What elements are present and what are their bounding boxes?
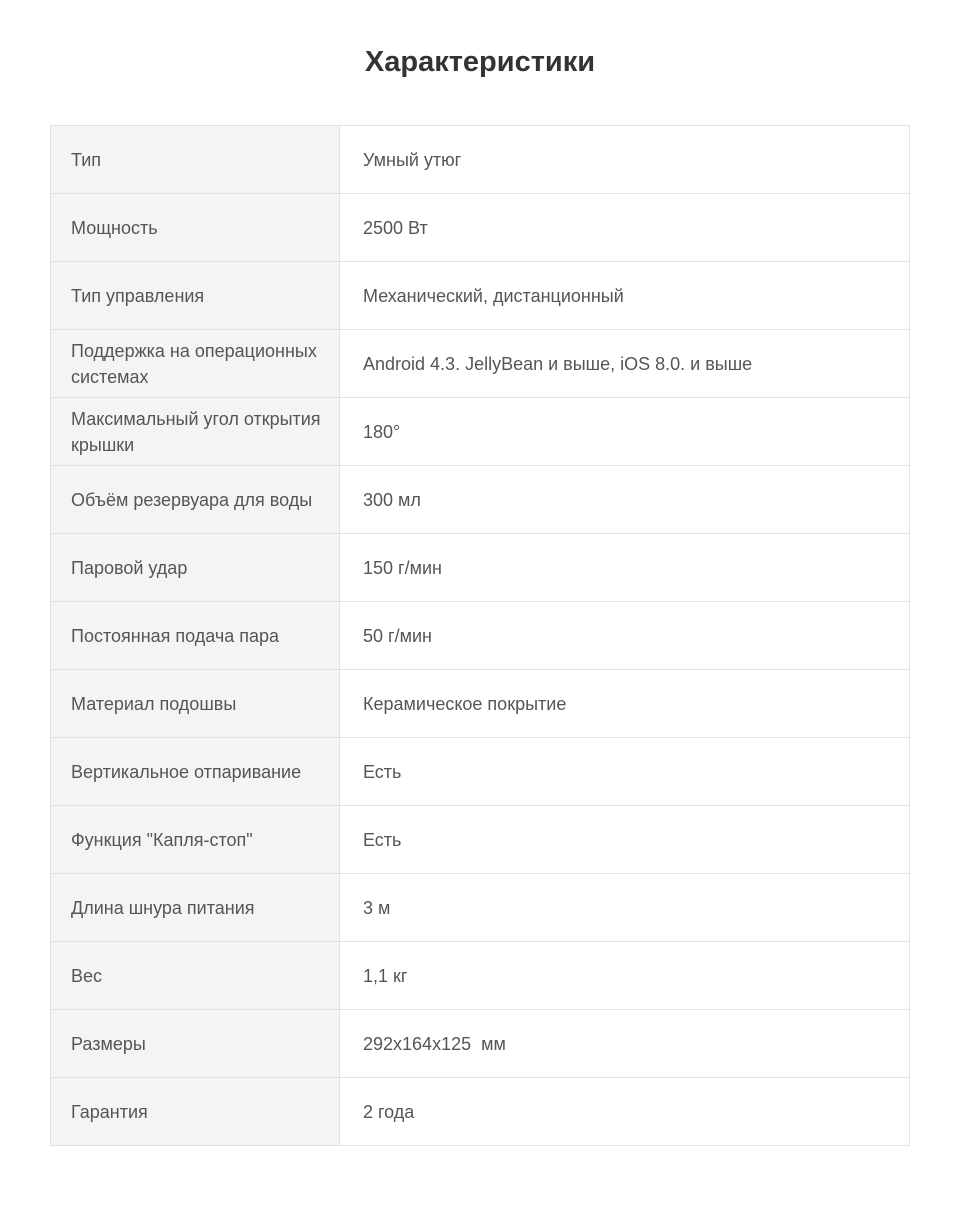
- spec-label: Тип управления: [51, 262, 340, 330]
- spec-value: Android 4.3. JellyBean и выше, iOS 8.0. и выше: [340, 330, 910, 398]
- spec-table: [50, 125, 910, 1146]
- spec-value: 2500 Вт: [340, 194, 910, 262]
- spec-label: Максимальный угол открытия крышки: [51, 398, 340, 466]
- spec-value: Есть: [340, 738, 910, 806]
- spec-label: Вертикальное отпаривание: [51, 738, 340, 806]
- spec-value: 50 г/мин: [340, 602, 910, 670]
- spec-value: 300 мл: [340, 466, 910, 534]
- spec-value: 3 м: [340, 874, 910, 942]
- page-title: Характеристики: [364, 46, 596, 78]
- spec-value: Механический, дистанционный: [340, 262, 910, 330]
- spec-label: Материал подошвы: [51, 670, 340, 738]
- table-row: [51, 194, 910, 262]
- table-row: [51, 1010, 910, 1078]
- spec-label: Объём резервуара для воды: [51, 466, 340, 534]
- table-row: [51, 262, 910, 330]
- table-row: [51, 738, 910, 806]
- table-row: [51, 534, 910, 602]
- spec-label: Мощность: [51, 194, 340, 262]
- spec-label: Постоянная подача пара: [51, 602, 340, 670]
- spec-value: 1,1 кг: [340, 942, 910, 1010]
- table-row: [51, 330, 910, 398]
- spec-label: Гарантия: [51, 1078, 340, 1146]
- table-row: [51, 1078, 910, 1146]
- spec-value: Есть: [340, 806, 910, 874]
- spec-label: Паровой удар: [51, 534, 340, 602]
- table-row: [51, 942, 910, 1010]
- spec-value: 292x164x125 мм: [340, 1010, 910, 1078]
- spec-value: Умный утюг: [340, 126, 910, 194]
- table-row: [51, 670, 910, 738]
- spec-label: Вес: [51, 942, 340, 1010]
- spec-label: Размеры: [51, 1010, 340, 1078]
- spec-label: Длина шнура питания: [51, 874, 340, 942]
- table-row: [51, 398, 910, 466]
- spec-value: 150 г/мин: [340, 534, 910, 602]
- spec-value: Керамическое покрытие: [340, 670, 910, 738]
- table-row: [51, 874, 910, 942]
- table-row: [51, 126, 910, 194]
- spec-label: Функция "Капля-стоп": [51, 806, 340, 874]
- spec-label: Тип: [51, 126, 340, 194]
- table-row: [51, 806, 910, 874]
- spec-value: 2 года: [340, 1078, 910, 1146]
- spec-value: 180°: [340, 398, 910, 466]
- table-row: [51, 466, 910, 534]
- spec-label: Поддержка на операционных системах: [51, 330, 340, 398]
- table-row: [51, 602, 910, 670]
